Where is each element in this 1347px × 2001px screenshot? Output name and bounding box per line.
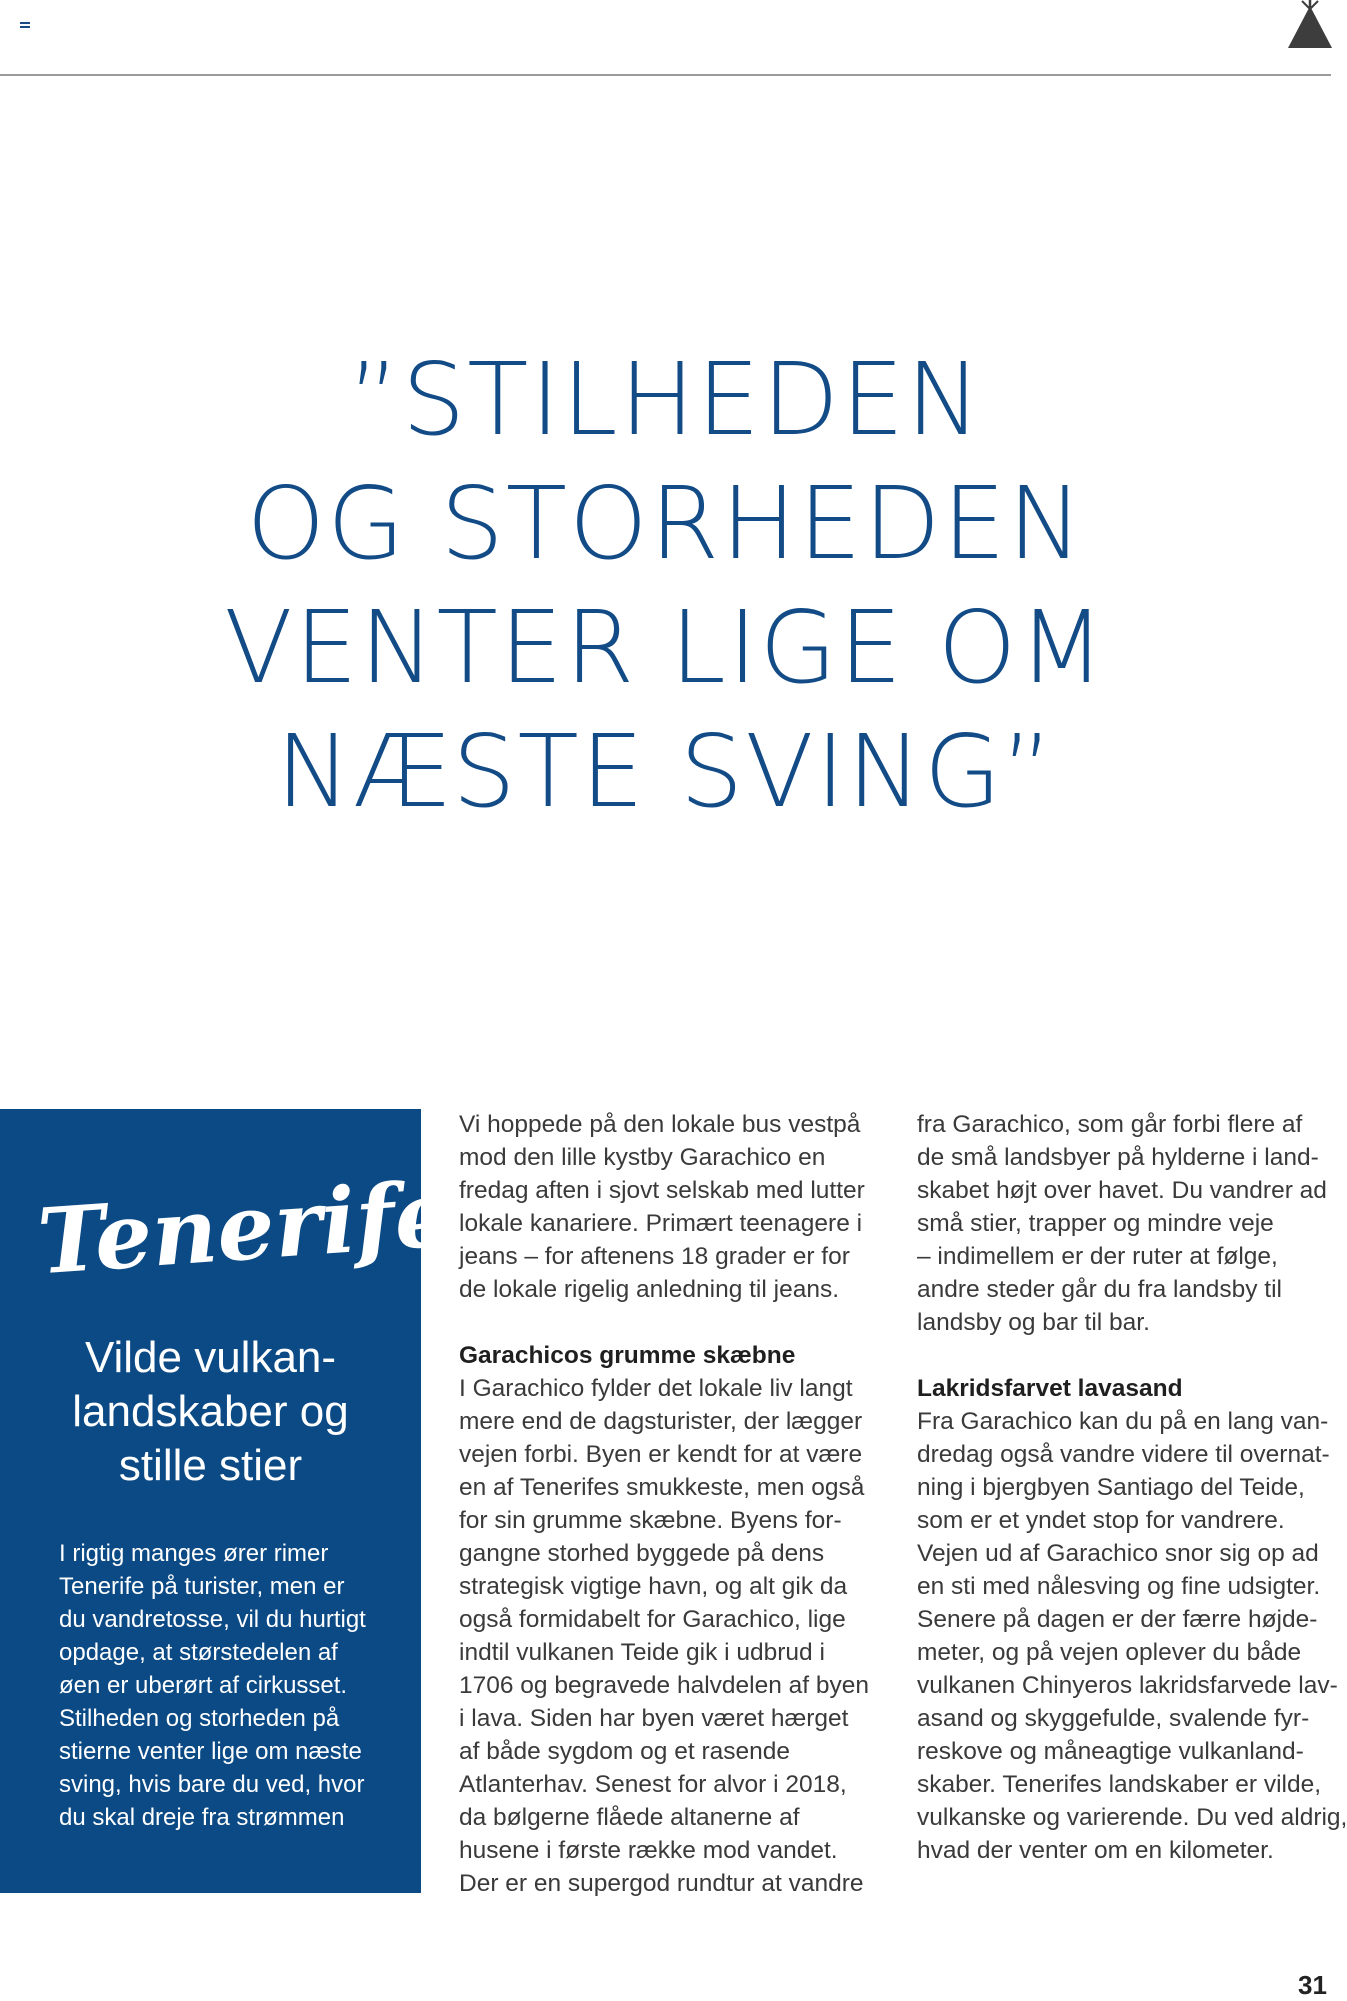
intro-line: du skal dreje fra strømmen [59, 1804, 345, 1831]
body-line: meter, og på vejen oplever du både [917, 1639, 1302, 1666]
body-line: asand og skyggefulde, svalende fyr- [917, 1705, 1310, 1732]
body-line: Vejen ud af Garachico snor sig op ad [917, 1540, 1319, 1567]
body-line: skaber. Tenerifes landskaber er vilde, [917, 1771, 1322, 1798]
intro-line: Stilheden og storheden på [59, 1705, 340, 1732]
section-heading: Lakridsfarvet lavasand [917, 1375, 1183, 1402]
body-line: Fra Garachico kan du på en lang van- [917, 1408, 1329, 1435]
body-line: af både sygdom og et rasende [459, 1738, 790, 1765]
body-line: som er et yndet stop for vandrere. [917, 1507, 1285, 1534]
brand-title [32, 1153, 456, 1313]
body-line: mere end de dagsturister, der lægger [459, 1408, 863, 1435]
subtitle-line: Vilde vulkan- [84, 1333, 337, 1382]
body-line: også formidabelt for Garachico, lige [459, 1606, 846, 1633]
body-line: ning i bjergbyen Santiago del Teide, [917, 1474, 1305, 1501]
body-line: gangne storhed byggede på dens [459, 1540, 825, 1567]
body-line: vulkanske og varierende. Du ved aldrig, [917, 1804, 1347, 1831]
body-line: mod den lille kystby Garachico en [459, 1144, 826, 1171]
body-line: små stier, trapper og mindre veje [917, 1210, 1274, 1237]
intro-line: opdage, at størstedelen af [59, 1639, 338, 1666]
body-line: landsby og bar til bar. [917, 1309, 1150, 1336]
body-line: fredag aften i sjovt selskab med lutter [459, 1177, 865, 1204]
article-column-1 [459, 1108, 879, 1900]
body-line: Senere på dagen er der færre højde- [917, 1606, 1318, 1633]
svg-text:Tenerife: Tenerife [34, 1160, 456, 1296]
quote-line: ”STILHEDEN [348, 341, 983, 458]
body-line: vulkanen Chinyeros lakridsfarvede lav- [917, 1672, 1338, 1699]
sidebar-intro [59, 1537, 399, 1834]
top-bar [0, 0, 1331, 76]
subtitle-line: stille stier [118, 1441, 303, 1490]
subtitle-line: landskaber og [72, 1387, 349, 1436]
quote-line: VENTER LIGE OM [224, 589, 1107, 706]
body-line: jeans – for aftenens 18 grader er for [459, 1243, 850, 1270]
body-line: i lava. Siden har byen været hærget [459, 1705, 849, 1732]
tent-icon [1288, 0, 1332, 48]
body-line: – indimellem er der ruter at følge, [917, 1243, 1278, 1270]
body-line: vejen forbi. Byen er kendt for at være [459, 1441, 863, 1468]
section-heading: Garachicos grumme skæbne [459, 1342, 796, 1369]
body-line: fra Garachico, som går forbi flere af [917, 1111, 1303, 1138]
body-line: hvad der venter om en kilometer. [917, 1837, 1274, 1864]
body-line: reskove og måneagtige vulkanland- [917, 1738, 1304, 1765]
body-line: I Garachico fylder det lokale liv langt [459, 1375, 853, 1402]
menu-icon[interactable] [20, 22, 30, 28]
body-line: husene i første række mod vandet. [459, 1837, 838, 1864]
quote-line: OG STORHEDEN [246, 465, 1085, 582]
body-line: en af Tenerifes smukkeste, men også [459, 1474, 865, 1501]
body-line: 1706 og begravede halvdelen af byen [459, 1672, 870, 1699]
intro-sidebar [0, 1109, 456, 1893]
body-line: for sin grumme skæbne. Byens for- [459, 1507, 842, 1534]
body-line: Atlanterhav. Senest for alvor i 2018, [459, 1771, 847, 1798]
intro-line: Tenerife på turister, men er [59, 1573, 345, 1600]
article-column-2 [917, 1108, 1347, 1867]
body-line: dredag også vandre videre til overnat- [917, 1441, 1330, 1468]
body-line: Der er en supergod rundtur at vandre [459, 1870, 864, 1897]
body-line: strategisk vigtige havn, og alt gik da [459, 1573, 848, 1600]
body-line: de små landsbyer på hylderne i land- [917, 1144, 1319, 1171]
pull-quote [0, 338, 1331, 834]
body-line: de lokale rigelig anledning til jeans. [459, 1276, 840, 1303]
body-line: andre steder går du fra landsby til [917, 1276, 1282, 1303]
page-number: 31 [1298, 1970, 1327, 2000]
intro-line: I rigtig manges ører rimer [59, 1540, 329, 1567]
sidebar-subtitle [0, 1331, 421, 1493]
body-line: lokale kanariere. Primært teenagere i [459, 1210, 863, 1237]
body-line: Vi hoppede på den lokale bus vestpå [459, 1111, 861, 1138]
body-line: da bølgerne flåede altanerne af [459, 1804, 800, 1831]
body-line: skabet højt over havet. Du vandrer ad [917, 1177, 1327, 1204]
body-line: indtil vulkanen Teide gik i udbrud i [459, 1639, 825, 1666]
quote-line: NÆSTE SVING” [275, 713, 1056, 830]
intro-line: sving, hvis bare du ved, hvor [59, 1771, 365, 1798]
intro-line: øen er uberørt af cirkusset. [59, 1672, 348, 1699]
intro-line: du vandretosse, vil du hurtigt [59, 1606, 366, 1633]
intro-line: stierne venter lige om næste [59, 1738, 362, 1765]
body-line: en sti med nålesving og fine udsigter. [917, 1573, 1321, 1600]
